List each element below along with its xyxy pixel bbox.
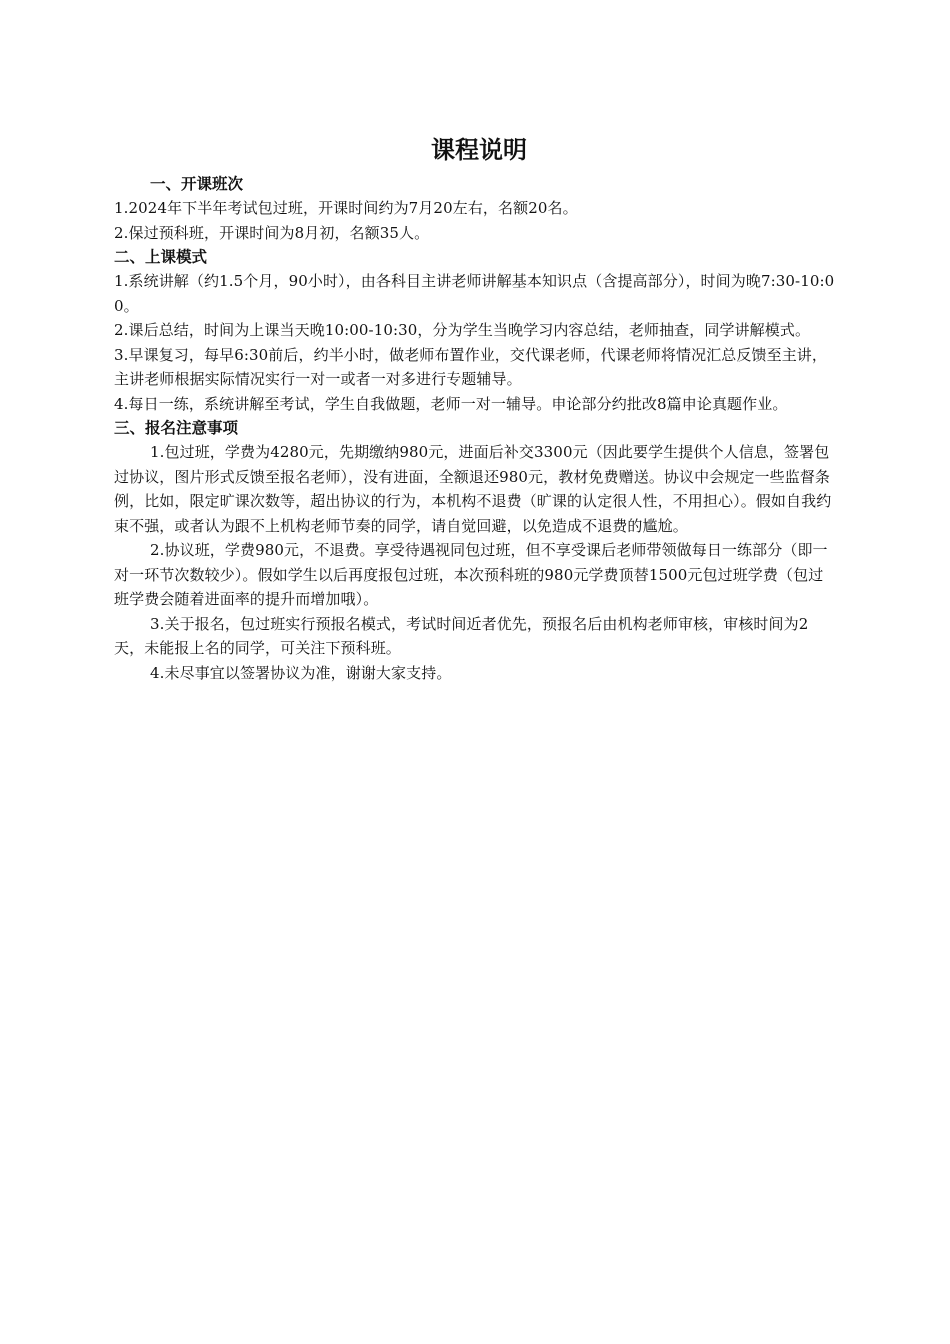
page-title: 课程说明 <box>431 136 527 164</box>
section-heading: 一、开课班次 <box>150 175 244 193</box>
section-teaching-mode <box>114 245 838 416</box>
paragraph: 2.协议班，学费980元，不退费。享受待遇视同包过班，但不享受课后老师带领做每日一练部分（即一对一环节次数较少）。假如学生以后再度报包过班，本次预科班的980元学费顶替1500元包过班学费（包过班学费会随着进面率的提升而增加哦）。 <box>114 541 828 608</box>
paragraph: 3.早课复习，每早6:30前后，约半小时，做老师布置作业，交代课老师，代课老师将情况汇总反馈至主讲，主讲老师根据实际情况实行一对一或者一对多进行专题辅导。 <box>114 345 827 388</box>
paragraph: 3.关于报名，包过班实行预报名模式，考试时间近者优先，预报名后由机构老师审核，审核时间为2天，未能报上名的同学，可关注下预科班。 <box>114 614 809 657</box>
paragraph: 1.包过班，学费为4280元，先期缴纳980元，进面后补交3300元（因此要学生提供个人信息，签署包过协议，图片形式反馈至报名老师），没有进面，全额退还980元，教材免费赠送。协议中会规定一些监督条例，比如，限定旷课次数等，超出协议的行为，本机构不退费（旷课的认定很人性，不用担心）。假如自我约束不强，或者认为跟不上机构老师节奏的同学，请自觉回避，以免造成不退费的尴尬。 <box>114 443 832 535</box>
paragraph: 1.2024年下半年考试包过班，开课时间约为7月20左右，名额20名。 <box>114 199 578 217</box>
paragraph: 4.每日一练，系统讲解至考试，学生自我做题，老师一对一辅导。申论部分约批改8篇申论真题作业。 <box>114 394 788 413</box>
section-heading: 三、报名注意事项 <box>114 419 239 437</box>
section-heading: 二、上课模式 <box>114 248 208 266</box>
paragraph: 2.课后总结，时间为上课当天晚10:00-10:30，分为学生当晚学习内容总结，老师抽查，同学讲解模式。 <box>114 321 811 339</box>
paragraph: 4.未尽事宜以签署协议为准，谢谢大家支持。 <box>150 663 452 682</box>
paragraph: 1.系统讲解（约1.5个月，90小时），由各科目主讲老师讲解基本知识点（含提高部分），时间为晚7:30-10:00。 <box>114 272 835 315</box>
paragraph: 2.保过预科班，开课时间为8月初，名额35人。 <box>114 223 430 242</box>
section-class-schedule <box>114 172 838 245</box>
section-registration-notes <box>114 416 838 685</box>
document-body <box>114 130 838 685</box>
